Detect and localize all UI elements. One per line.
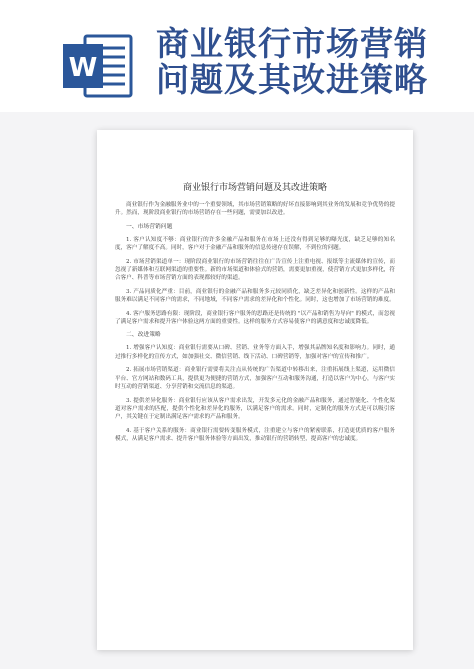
problem-paragraph-1: 1. 客户认知度不够：商业银行的许多金融产品和服务在市场上还没有得到足够的曝光度，缺乏足够的知名度，客户了解度不高。同时，客户对于金融产品和服务的信息传递存在误解，不到位的问题。 bbox=[115, 236, 395, 252]
page-title bbox=[156, 26, 428, 98]
document-page bbox=[97, 130, 413, 650]
section-heading-strategies: 二、改进策略 bbox=[126, 332, 161, 339]
problem-paragraph-3: 3. 产品同质化严重：目前，商业银行的金融产品和服务多元较同质化，缺乏差异化和创新性。这样的产品和服务难以满足不同客户的需求，不同地域，不同客户需求的差异化和个性化。同时，这也增加了市场营销的难度。 bbox=[115, 288, 395, 304]
document-title: 商业银行市场营销问题及其改进策略 bbox=[182, 183, 327, 193]
title-line-1: 商业银行市场营销 bbox=[156, 24, 428, 63]
section-heading-problems: 一、市场营销问题 bbox=[126, 223, 173, 230]
strategy-paragraph-2: 2. 拓展市场营销渠道：商业银行需要将关注点从传统的广告渠道中转移出来，注重拓展线上渠道，运用微信平台、官方网站和数码工具，提供更为便捷的营销方式，加强客户互动和服务沟通，打造以客户为中心，与客户实时互动的营销渠道、分享营销和交流信息的渠道。 bbox=[115, 367, 395, 391]
strategy-paragraph-3: 3. 提供差异化服务：商业银行应该从客户需求出发，开发多元化的金融产品和服务，通过智能化、个性化渠道对客户需求的匹配，提供个性化和差异化的服务，以满足客户的需求。同时，定制化的服务方式是可以吸引客户，其关键在于定制出满足客户需求的产品和服务。 bbox=[115, 397, 395, 421]
header-banner bbox=[0, 0, 474, 112]
svg-text:W: W bbox=[68, 53, 98, 83]
problem-paragraph-2: 2. 市场营销渠道单一：现阶段商业银行的市场营销往往在广告宣传上注重电视、报纸等主流媒体的宣传，而忽视了新媒体和互联网渠道的重要性。新的市场渠道和体验式的营销，需要更加重视，使营销方式更加多样化，符合客户、科普等市场营销方面的表现都较好的渠道。 bbox=[115, 258, 395, 282]
problem-paragraph-4: 4. 客户服务思路有限：现阶段，商业银行客户服务的思路还是传统的 "以产品和销售为导向" 的模式，而忽视了满足客户需求和提升客户体验这两方面的重要性。这样的服务方式容易使客户的满意度和忠诚度降低。 bbox=[115, 310, 395, 326]
word-document-icon bbox=[63, 34, 133, 98]
strategy-paragraph-1: 1. 增强客户认知度：商业银行需要从口碑、营销、业务等方面入手，增强其品牌知名度和影响力。同时，通过推行多样化的宣传方式，如加强社交、微信营销、线下活动、口碑营销等，加强对客户的宣传和推广。 bbox=[115, 345, 395, 360]
document-body bbox=[115, 180, 395, 449]
title-line-2: 问题及其改进策略 bbox=[156, 60, 428, 99]
intro-paragraph: 商业银行作为金融服务业中的一个重要领域，其市场营销策略的好坏直接影响到其业务的发展和竞争优势的提升。然而，现阶段商业银行的市场营销存在一些问题，需要加以改进。 bbox=[115, 202, 395, 217]
strategy-paragraph-4: 4. 基于客户关系的服务：商业银行需要转变服务模式，注重建立与客户的紧密联系，打造更优质的客户服务模式，从满足客户需求、提升客户服务体验等方面出发，推动银行的营销转型，提高客户的忠诚度。 bbox=[115, 427, 395, 443]
